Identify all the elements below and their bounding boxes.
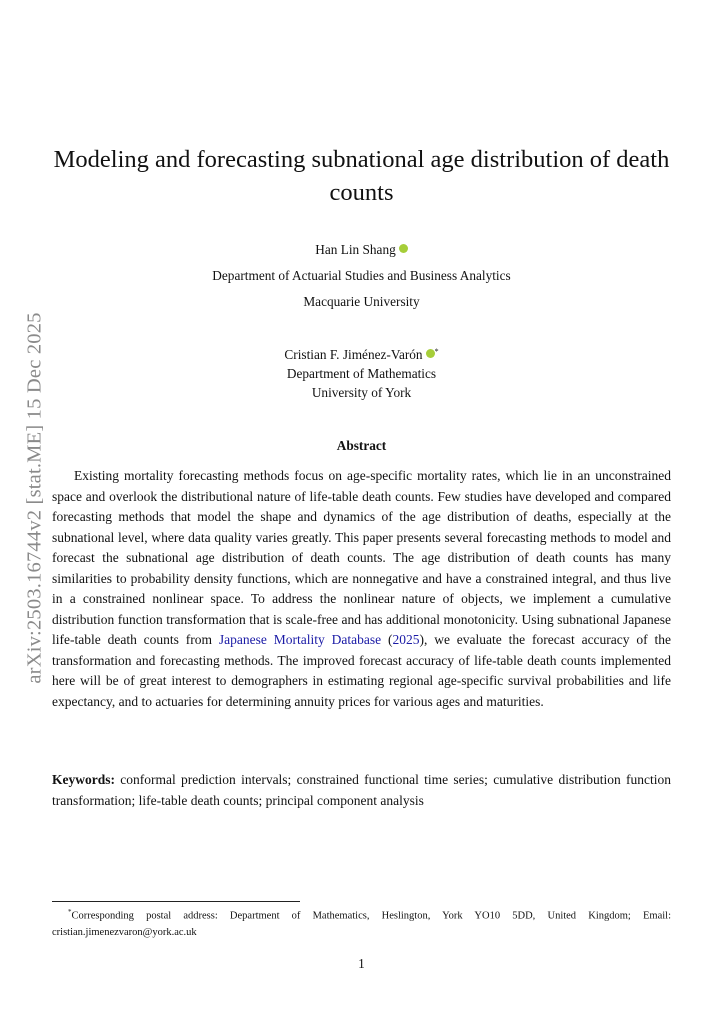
keywords-text: conformal prediction intervals; constrained functional time series; cumulative distribution function transformation; life-table death counts; principal component analysis (52, 772, 671, 808)
abstract-text (52, 466, 671, 712)
arxiv-stamp (16, 290, 54, 705)
keywords-label: Keywords: (52, 772, 115, 787)
keywords (52, 770, 671, 811)
citation-paren: ( (381, 632, 393, 647)
author-line (52, 342, 671, 364)
author-affiliation: Department of Actuarial Studies and Business Analytics (212, 268, 511, 283)
footnote-marker: * (68, 908, 72, 916)
footnote-divider (52, 901, 300, 902)
citation-paren: ) (419, 632, 424, 647)
author-affiliation: Macquarie University (303, 294, 420, 309)
author-name: Han Lin Shang (315, 242, 396, 257)
corresponding-marker: * (434, 347, 439, 356)
author-line (52, 237, 671, 263)
footnote-text: Corresponding postal address: Department of Mathematics, Heslington, York YO10 5DD, United Kingdom; Email: cristian.jimenezvaron@york.ac.uk (52, 910, 671, 938)
author-affiliation: Department of Mathematics (286, 366, 437, 381)
citation-year-link[interactable]: 2025 (392, 632, 420, 647)
author-name: Cristian F. Jiménez-Varón (284, 347, 423, 362)
author-affiliation: University of York (311, 385, 412, 400)
author-block-1 (52, 237, 671, 315)
orcid-icon[interactable] (426, 349, 435, 358)
abstract-heading: Abstract (336, 438, 387, 453)
orcid-icon[interactable] (399, 244, 408, 253)
abstract-text-part: , we evaluate the forecast accuracy of the transformation and forecasting methods. The improved forecast accuracy of life-table death counts implemented here will be of great interest to demographers in estimating regional age-specific survival probabilities and life expectancy, and to actuaries for determining annuity prices for various ages and maturities. (52, 632, 671, 709)
footnote (52, 904, 671, 941)
citation-link[interactable]: Japanese Mortality Database (218, 632, 382, 647)
page-number: 1 (358, 956, 365, 971)
paper-title: Modeling and forecasting subnational age distribution of death counts (53, 146, 670, 206)
arxiv-stamp-text: arXiv:2503.16744v2 [stat.ME] 15 Dec 2025 (23, 311, 46, 684)
author-block-2 (52, 342, 671, 402)
abstract-text-part: Existing mortality forecasting methods focus on age-specific mortality rates, which lie in an unconstrained space and overlook the distributional nature of life-table death counts. Few studies have developed and compared forecasting methods that model the shape and dynamics of the age distribution of deaths, especially at the subnational level, where data quality varies greatly. This paper presents several forecasting methods to model and forecast the subnational age distribution of death counts. The age distribution of death counts has many similarities to probability density functions, which are nonnegative and have a constrained integral, and thus live in a constrained nonlinear space. To address the nonlinear nature of objects, we implement a cumulative distribution function transformation that is scale-free and has additional monotonicity. Using subnational Japanese life-table death counts from (52, 468, 671, 647)
